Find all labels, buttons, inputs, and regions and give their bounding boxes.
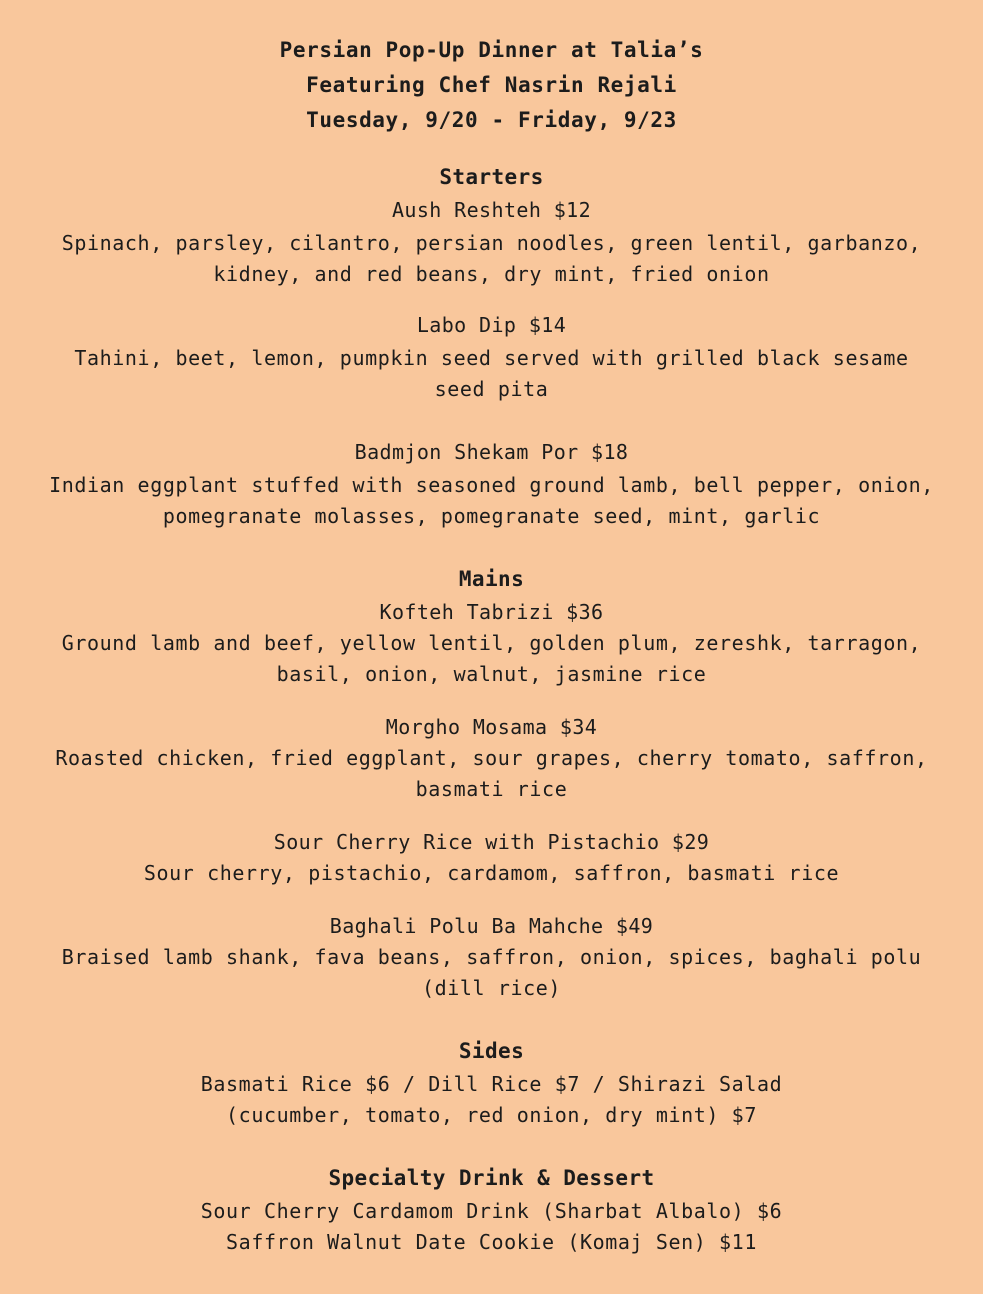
specialty-drink: Sour Cherry Cardamom Drink (Sharbat Albalo) $6 <box>200 1199 783 1223</box>
starter-desc-labo-dip-line1: Tahini, beet, lemon, pumpkin seed served with grilled black sesame <box>74 346 909 370</box>
main-desc-kofteh-line2: basil, onion, walnut, jasmine rice <box>276 662 707 686</box>
section-heading-mains: Mains <box>458 567 525 591</box>
specialty-dessert: Saffron Walnut Date Cookie (Komaj Sen) $11 <box>226 1230 757 1254</box>
main-desc-morgho-line2: basmati rice <box>415 777 568 801</box>
starter-title-aush-reshteh: Aush Reshteh $12 <box>391 198 592 222</box>
menu-dates: Tuesday, 9/20 - Friday, 9/23 <box>306 108 677 132</box>
menu-title: Persian Pop-Up Dinner at Talia’s <box>279 38 704 62</box>
starter-desc-badmjon-line1: Indian eggplant stuffed with seasoned ground lamb, bell pepper, onion, <box>49 473 934 497</box>
sides-line1: Basmati Rice $6 / Dill Rice $7 / Shirazi Salad <box>200 1072 783 1096</box>
main-desc-baghali-polu-line1: Braised lamb shank, fava beans, saffron, onion, spices, baghali polu <box>61 945 922 969</box>
starter-desc-aush-reshteh-line1: Spinach, parsley, cilantro, persian noodles, green lentil, garbanzo, <box>61 231 922 255</box>
main-desc-sour-cherry-rice: Sour cherry, pistachio, cardamom, saffron, basmati rice <box>143 861 840 885</box>
main-desc-kofteh-line1: Ground lamb and beef, yellow lentil, golden plum, zereshk, tarragon, <box>61 631 922 655</box>
section-heading-starters: Starters <box>439 165 544 189</box>
starter-desc-aush-reshteh-line2: kidney, and red beans, dry mint, fried onion <box>213 262 770 286</box>
menu-subtitle-chef: Featuring Chef Nasrin Rejali <box>306 73 677 97</box>
main-title-kofteh: Kofteh Tabrizi $36 <box>379 600 604 624</box>
starter-desc-labo-dip-line2: seed pita <box>434 377 549 401</box>
starter-desc-badmjon-line2: pomegranate molasses, pomegranate seed, mint, garlic <box>162 504 821 528</box>
section-heading-specialty: Specialty Drink & Dessert <box>328 1166 655 1190</box>
sides-line2: (cucumber, tomato, red onion, dry mint) $7 <box>226 1103 757 1127</box>
main-desc-baghali-polu-line2: (dill rice) <box>421 976 562 1000</box>
main-title-morgho: Morgho Mosama $34 <box>385 715 598 739</box>
main-desc-morgho-line1: Roasted chicken, fried eggplant, sour grapes, cherry tomato, saffron, <box>55 746 928 770</box>
main-title-baghali-polu: Baghali Polu Ba Mahche $49 <box>329 914 654 938</box>
main-title-sour-cherry-rice: Sour Cherry Rice with Pistachio $29 <box>273 830 710 854</box>
starter-title-badmjon: Badmjon Shekam Por $18 <box>354 440 629 464</box>
section-heading-sides: Sides <box>458 1039 525 1063</box>
starter-title-labo-dip: Labo Dip $14 <box>416 313 567 337</box>
